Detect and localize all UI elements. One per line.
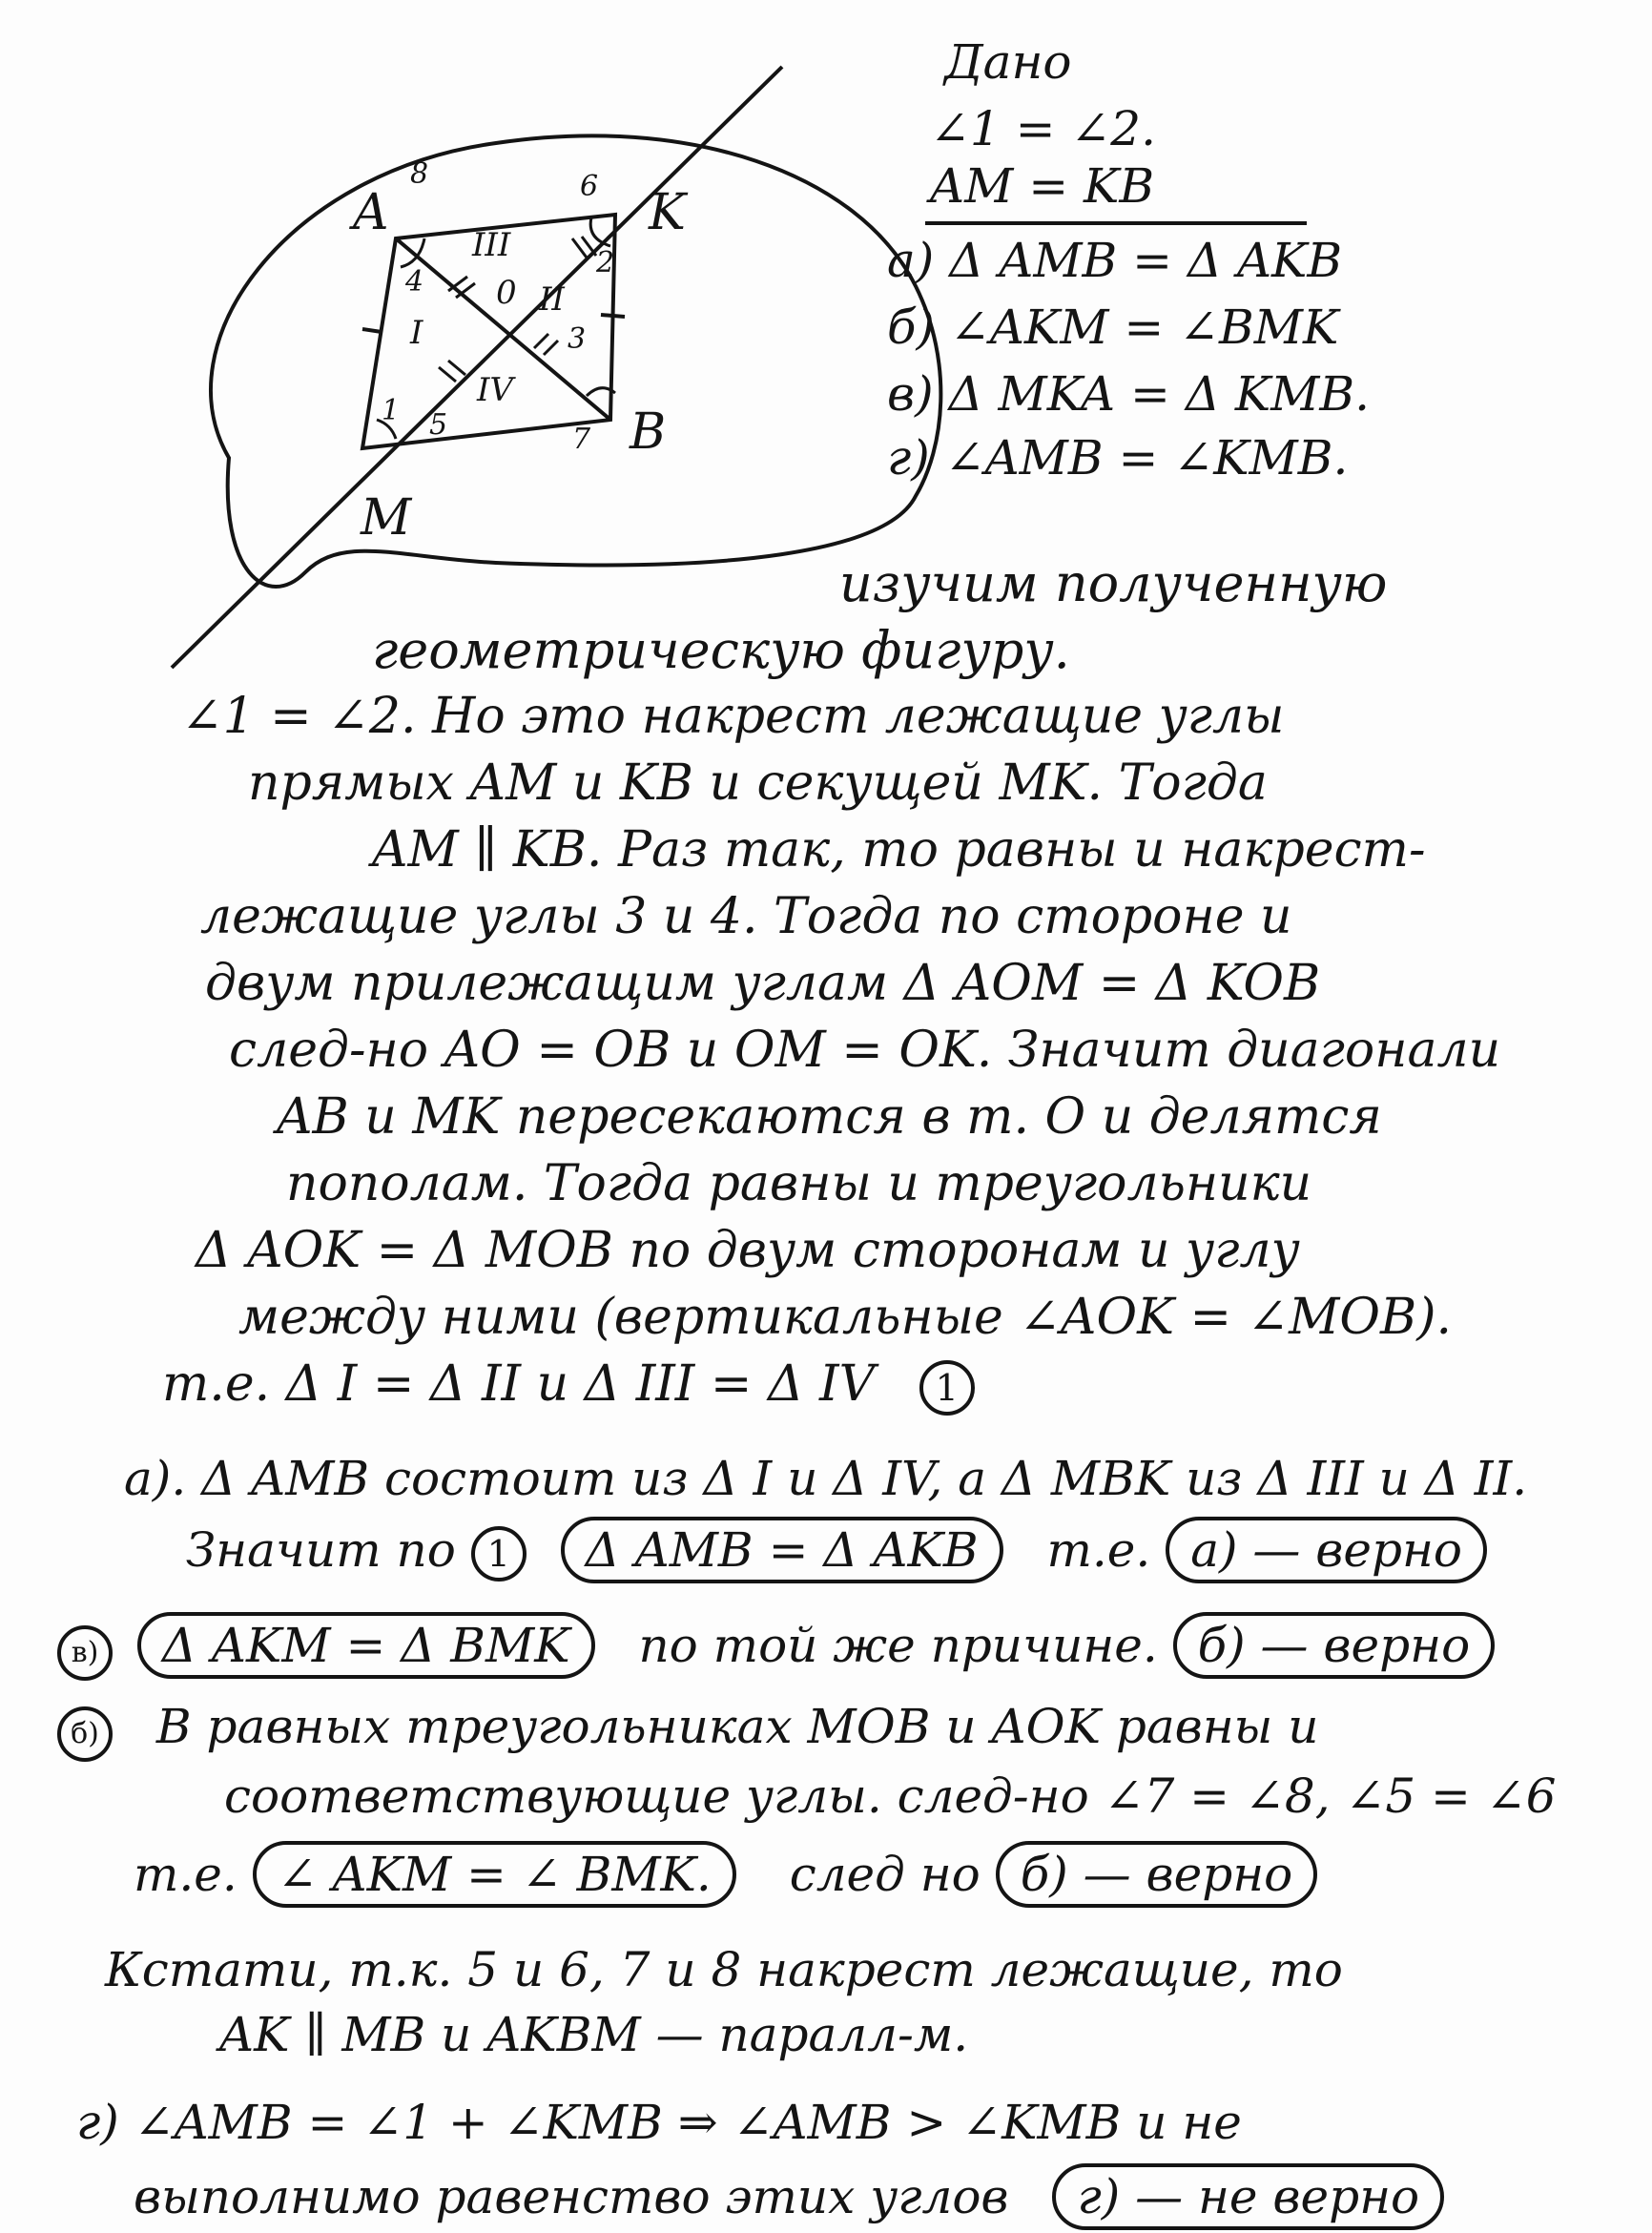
solution-line-9: Δ AOK = Δ MOB по двум сторонам и углу xyxy=(196,1222,1300,1279)
given-line-sides: AM = KB xyxy=(930,158,1155,214)
angle-label-6: 6 xyxy=(580,170,599,203)
solution-line-2: прямых AM и KB и секущей MK. Тогда xyxy=(248,755,1268,812)
solution-line-10: между ними (вертикальные ∠AOK = ∠MOB). xyxy=(238,1289,1453,1346)
solution-line-4: лежащие углы 3 и 4. Тогда по стороне и xyxy=(200,888,1292,945)
angle-label-3: 3 xyxy=(568,322,587,356)
part-v-line-1: б) В равных треугольниках MOB и AOK равны и xyxy=(57,1703,1319,1762)
solution-line-5: двум прилежащим углам Δ AOM = Δ KOB xyxy=(205,955,1321,1012)
part-v-label: б) xyxy=(57,1706,113,1762)
verdict-v: б) — верно xyxy=(996,1841,1318,1908)
angle-label-4: 4 xyxy=(405,265,424,299)
angle-label-8: 8 xyxy=(410,157,429,191)
part-b-label: в) xyxy=(57,1625,113,1681)
point-label-a: A xyxy=(353,184,389,241)
aside-line-2: AK ∥ MB и AKBM — паралл-м. xyxy=(219,2007,969,2062)
point-label-b: B xyxy=(630,403,667,461)
verdict-b: б) — верно xyxy=(1173,1612,1496,1679)
triangle-label-iv: IV xyxy=(477,371,513,409)
center-label-o: 0 xyxy=(496,274,517,312)
result-box-a: Δ AMB = Δ AKB xyxy=(561,1517,1003,1583)
part-a-line-1: а). Δ AMB состоит из Δ I и Δ IV, а Δ MBK из Δ III и Δ II. xyxy=(124,1451,1528,1506)
angle-label-7: 7 xyxy=(572,423,591,456)
solution-line-3: AM ∥ KB. Раз так, то равны и накрест- xyxy=(372,821,1426,879)
part-v-line-2: соответствующие углы. след-но ∠7 = ∠8, ∠5 = ∠6 xyxy=(224,1768,1557,1824)
point-label-m: M xyxy=(361,489,412,547)
solution-intro-1: изучим полученную xyxy=(839,553,1388,613)
part-a-line-2: Значит по 1 Δ AMB = Δ AKB т.е. а) — верно xyxy=(186,1517,1487,1583)
verdict-g: г) — не верно xyxy=(1052,2163,1444,2230)
triangle-label-iii: III xyxy=(472,226,511,264)
result-box-b: Δ AKM = Δ BMK xyxy=(137,1612,595,1679)
point-label-k: K xyxy=(649,184,686,241)
result-box-v: ∠ AKM = ∠ BMK. xyxy=(253,1841,736,1908)
angle-label-5: 5 xyxy=(429,408,448,442)
part-g-line-2: выполнимо равенство этих углов г) — не верно xyxy=(134,2163,1444,2230)
part-v-line-3: т.е. ∠ AKM = ∠ BMK. след но б) — верно xyxy=(134,1841,1317,1908)
given-divider xyxy=(925,221,1307,225)
claim-v: в) Δ MKA = Δ KMB. xyxy=(887,366,1371,422)
part-b-line: в) Δ AKM = Δ BMK по той же причине. б) — верно xyxy=(57,1612,1495,1681)
solution-line-8: пополам. Тогда равны и треугольники xyxy=(286,1155,1312,1212)
given-title: Дано xyxy=(944,34,1072,90)
triangle-label-i: I xyxy=(410,314,423,352)
solution-intro-2: геометрическую фигуру. xyxy=(372,620,1070,680)
given-line-angles: ∠1 = ∠2. xyxy=(930,101,1156,156)
angle-label-2: 2 xyxy=(596,246,615,279)
angle-label-1: 1 xyxy=(382,394,401,427)
reference-mark-1b: 1 xyxy=(471,1526,527,1582)
triangle-label-ii: II xyxy=(539,280,565,319)
claim-a: а) Δ AMB = Δ AKB xyxy=(887,233,1343,288)
secant-line-mk xyxy=(172,67,782,668)
solution-line-1: ∠1 = ∠2. Но это накрест лежащие углы xyxy=(181,688,1285,745)
aside-line-1: Кстати, т.к. 5 и 6, 7 и 8 накрест лежащие, то xyxy=(105,1942,1343,1997)
verdict-a: а) — верно xyxy=(1166,1517,1487,1583)
claim-g: г) ∠AMB = ∠KMB. xyxy=(887,430,1349,486)
solution-line-6: след-но AO = OB и OM = OK. Значит диагонали xyxy=(229,1022,1501,1079)
solution-line-7: AB и MK пересекаются в т. O и делятся xyxy=(277,1088,1382,1146)
claim-b: б) ∠AKM = ∠BMK xyxy=(887,300,1339,355)
reference-mark-1: 1 xyxy=(919,1360,975,1416)
solution-line-11: т.е. Δ I = Δ II и Δ III = Δ IV 1 xyxy=(162,1359,975,1416)
part-g-line-1: г) ∠AMB = ∠1 + ∠KMB ⇒ ∠AMB > ∠KMB и не xyxy=(76,2095,1242,2150)
